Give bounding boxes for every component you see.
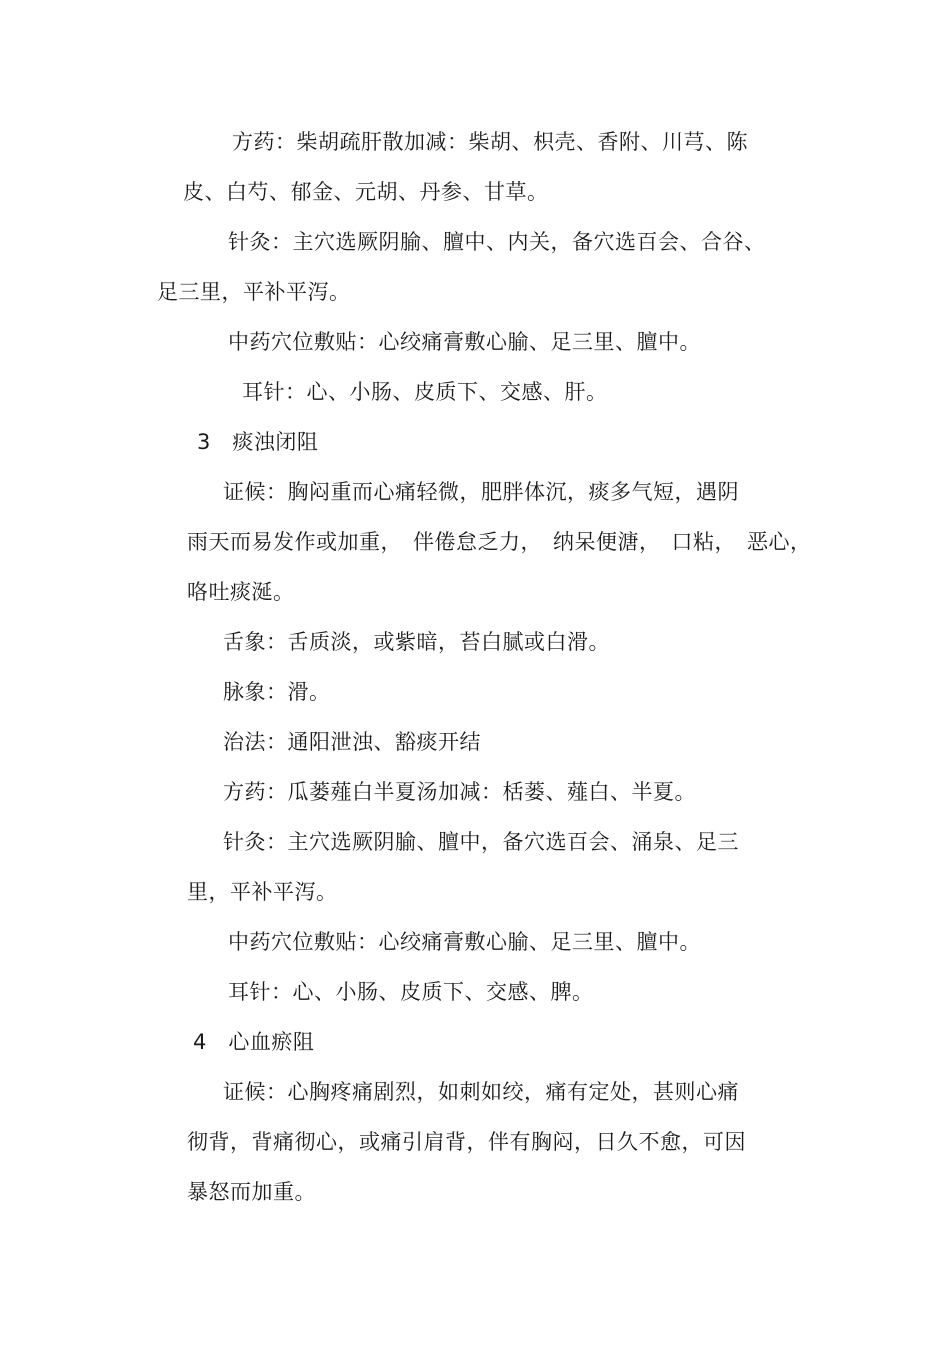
text-line: 治法：通阳泄浊、豁痰开结 — [223, 730, 481, 754]
text-line: 皮、白芍、郁金、元胡、丹参、甘草。 — [183, 180, 549, 204]
text-line: 中药穴位敷贴：心绞痛膏敷心腧、足三里、膻中。 — [228, 330, 701, 354]
text-line: 方药：柴胡疏肝散加减：柴胡、枳壳、香附、川芎、陈 — [232, 130, 748, 154]
text-line: 耳针：心、小肠、皮质下、交感、脾。 — [228, 980, 594, 1004]
text-line: 咯吐痰涎。 — [187, 580, 295, 604]
text-line: 证候：心胸疼痛剧烈，如刺如绞，痛有定处，甚则心痛 — [223, 1080, 739, 1104]
text-line: 雨天而易发作或加重， 伴倦怠乏力， 纳呆便溏， 口粘， 恶心， — [187, 530, 812, 554]
text-line: 舌象：舌质淡，或紫暗，苔白腻或白滑。 — [223, 630, 610, 654]
section-heading: 4 心血瘀阻 — [193, 1030, 315, 1054]
text-line: 中药穴位敷贴：心绞痛膏敷心腧、足三里、膻中。 — [228, 930, 701, 954]
text-line: 彻背，背痛彻心，或痛引肩背，伴有胸闷，日久不愈，可因 — [187, 1130, 746, 1154]
text-line: 针灸：主穴选厥阴腧、膻中，备穴选百会、涌泉、足三 — [223, 830, 739, 854]
section-heading: 3 痰浊闭阻 — [197, 430, 319, 454]
text-line: 脉象：滑。 — [223, 680, 331, 704]
text-line: 方药：瓜蒌薤白半夏汤加减：栝蒌、薤白、半夏。 — [223, 780, 696, 804]
text-line: 证候：胸闷重而心痛轻微，肥胖体沉，痰多气短，遇阴 — [223, 480, 739, 504]
text-line: 针灸：主穴选厥阴腧、膻中、内关，备穴选百会、合谷、 — [228, 230, 766, 254]
text-line: 足三里，平补平泻。 — [157, 280, 351, 304]
text-line: 暴怒而加重。 — [187, 1180, 316, 1204]
text-line: 耳针：心、小肠、皮质下、交感、肝。 — [242, 380, 608, 404]
text-line: 里，平补平泻。 — [187, 880, 338, 904]
